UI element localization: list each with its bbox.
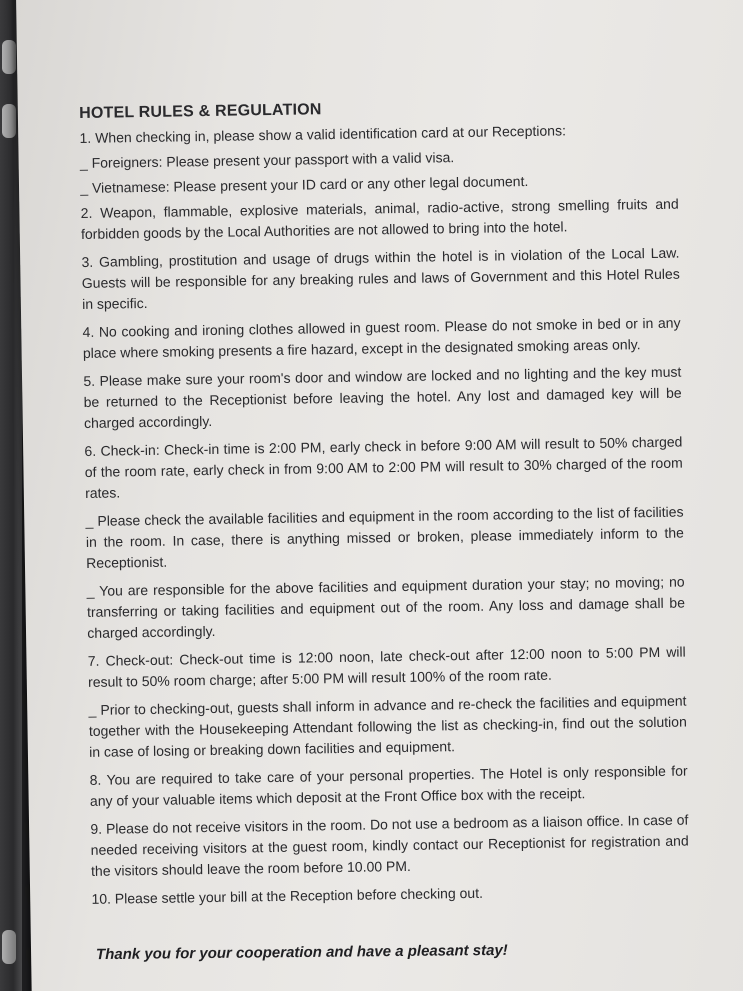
- rules-document: [79, 94, 690, 917]
- rule-5: 5. Please make sure your room's door and window are locked and no lighting and the key must be returned to the Receptionist before leaving the hotel. Any lost and damaged key will be charged accordingly.: [83, 363, 682, 431]
- rule-6: 6. Check-in: Check-in time is 2:00 PM, early check in before 9:00 AM will result to 50% charged of the room rate, early check in from 9:00 AM to 2:00 PM will result to 30% charged of the room rates.: [84, 433, 683, 501]
- rule-6-responsibility: _ You are responsible for the above facilities and equipment duration your stay; no moving; no transferring or taking facilities and equipment out of the room. Any loss and damage shall be charged accordingly.: [86, 573, 686, 641]
- rule-8: 8. You are required to take care of your personal properties. The Hotel is only responsible for any of your valuable items which deposit at the Front Office box with the receipt.: [89, 762, 688, 809]
- rule-6-facilities-check: _ Please check the available facilities and equipment in the room according to the list of facilities in the room. In case, there is anything missed or broken, please immediately inform to the Receptionist.: [85, 503, 684, 571]
- rule-7: 7. Check-out: Check-out time is 12:00 noon, late check-out after 12:00 noon to 5:00 PM will result to 50% room charge; after 5:00 PM will result 100% of the room rate.: [87, 643, 686, 690]
- rule-1-vietnamese: _ Vietnamese: Please present your ID card or any other legal document.: [80, 172, 529, 196]
- binder-ring: [2, 104, 16, 138]
- binder-ring: [2, 40, 16, 74]
- rule-1: 1. When checking in, please show a valid identification card at our Receptions:: [79, 122, 567, 146]
- rule-7-checkout-inspection: _ Prior to checking-out, guests shall inform in advance and re-check the facilities and equipment together with the Housekeeping Attendant following the list as checking-in, find out the solution in case of losing or breaking down facilities and equipment.: [88, 692, 687, 760]
- document-title: HOTEL RULES & REGULATION: [79, 101, 322, 122]
- rule-10: 10. Please settle your bill at the Reception before checking out.: [91, 884, 484, 907]
- rule-2: 2. Weapon, flammable, explosive materials, animal, radio-active, strong smelling fruits and forbidden goods by the Local Authorities are not allowed to bring into the hotel.: [80, 195, 679, 242]
- rule-3: 3. Gambling, prostitution and usage of drugs within the hotel is in violation of the Local Law. Guests will be responsible for any breaking rules and laws of Government and this Hotel Rules in specific.: [81, 244, 680, 312]
- rule-4: 4. No cooking and ironing clothes allowed in guest room. Please do not smoke in bed or in any place where smoking presents a fire hazard, except in the designated smoking areas only.: [82, 314, 681, 361]
- binder-ring: [2, 930, 16, 964]
- rule-9: 9. Please do not receive visitors in the room. Do not use a bedroom as a liaison office. In case of needed receiving visitors at the guest room, kindly contact our Receptionist for registration and the visitors should leave the room before 10.00 PM.: [90, 811, 689, 879]
- closing-message: Thank you for your cooperation and have a pleasant stay!: [95, 941, 508, 964]
- rule-1-foreigners: _ Foreigners: Please present your passport with a valid visa.: [79, 149, 455, 171]
